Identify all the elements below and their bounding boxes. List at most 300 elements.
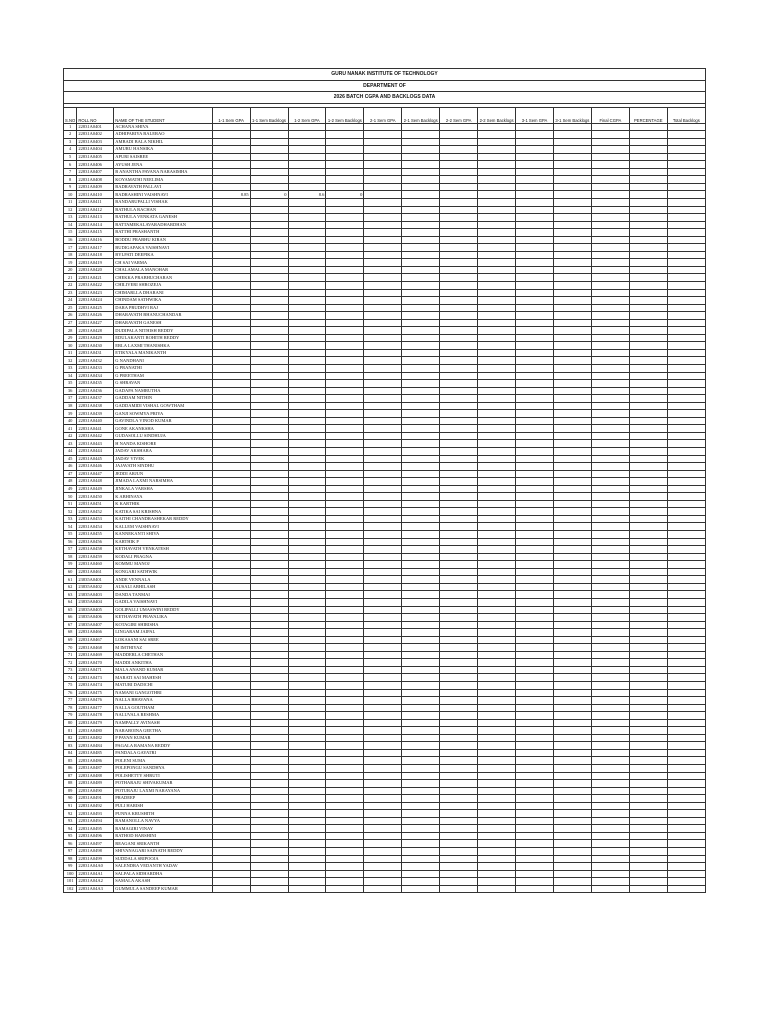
cell-backlogs-1-2 (326, 372, 364, 380)
cell-gpa-2-2 (440, 870, 478, 878)
cell-gpa-1-2 (288, 719, 326, 727)
cell-backlogs-1-2 (326, 410, 364, 418)
cell-gpa-1-1 (212, 448, 250, 456)
cell-gpa-3-1 (516, 606, 554, 614)
cell-backlogs-1-2 (326, 666, 364, 674)
cell-final-cgpa (591, 417, 629, 425)
cell-gpa-2-1 (364, 780, 402, 788)
cell-gpa-2-2 (440, 825, 478, 833)
cell-backlogs-2-1 (402, 689, 440, 697)
cell-percentage (629, 636, 667, 644)
cell-final-cgpa (591, 614, 629, 622)
cell-gpa-2-1 (364, 214, 402, 222)
cell-backlogs-1-2 (326, 568, 364, 576)
table-row (64, 636, 706, 644)
cell-backlogs-2-1 (402, 478, 440, 486)
cell-gpa-2-1 (364, 380, 402, 388)
cell-final-cgpa (591, 259, 629, 267)
cell-student-name: BADRAVATH PALLAVI (114, 183, 212, 191)
cell-gpa-2-2 (440, 644, 478, 652)
cell-backlogs-3-1 (553, 425, 591, 433)
cell-total-backlogs (667, 666, 705, 674)
cell-gpa-2-2 (440, 448, 478, 456)
cell-student-name: NALLA GOUTHAM (114, 704, 212, 712)
cell-gpa-2-1 (364, 478, 402, 486)
cell-gpa-2-2 (440, 546, 478, 554)
cell-backlogs-1-1 (250, 681, 288, 689)
cell-backlogs-2-2 (478, 614, 516, 622)
cell-sno: 71 (64, 651, 77, 659)
cell-gpa-1-2 (288, 878, 326, 886)
table-row (64, 546, 706, 554)
cell-backlogs-2-1 (402, 531, 440, 539)
cell-sno: 54 (64, 523, 77, 531)
cell-backlogs-1-2 (326, 206, 364, 214)
table-row (64, 395, 706, 403)
cell-gpa-2-1 (364, 319, 402, 327)
cell-backlogs-1-2 (326, 395, 364, 403)
cell-percentage (629, 463, 667, 471)
cell-backlogs-1-2 (326, 636, 364, 644)
cell-backlogs-2-2 (478, 591, 516, 599)
cell-backlogs-3-1 (553, 123, 591, 131)
table-row (64, 334, 706, 342)
cell-gpa-3-1 (516, 863, 554, 871)
cell-gpa-2-2 (440, 297, 478, 305)
table-row (64, 493, 706, 501)
cell-backlogs-3-1 (553, 840, 591, 848)
cell-sno: 24 (64, 297, 77, 305)
cell-gpa-1-2 (288, 538, 326, 546)
cell-gpa-2-1 (364, 500, 402, 508)
cell-total-backlogs (667, 606, 705, 614)
cell-percentage (629, 500, 667, 508)
cell-gpa-2-2 (440, 440, 478, 448)
cell-backlogs-1-2 (326, 402, 364, 410)
cell-gpa-3-1 (516, 561, 554, 569)
cell-backlogs-1-1 (250, 583, 288, 591)
cell-gpa-2-1 (364, 795, 402, 803)
cell-gpa-3-1 (516, 123, 554, 131)
cell-gpa-1-2 (288, 712, 326, 720)
cell-gpa-3-1 (516, 621, 554, 629)
cell-gpa-2-2 (440, 885, 478, 893)
table-row (64, 440, 706, 448)
cell-gpa-2-2 (440, 131, 478, 139)
table-row (64, 425, 706, 433)
cell-percentage (629, 832, 667, 840)
cell-gpa-1-2 (288, 515, 326, 523)
cell-gpa-1-1 (212, 440, 250, 448)
cell-backlogs-1-1 (250, 161, 288, 169)
cell-gpa-3-1 (516, 432, 554, 440)
table-row (64, 463, 706, 471)
cell-gpa-2-1 (364, 297, 402, 305)
cell-roll-no: 22831A0474 (77, 681, 114, 689)
cell-backlogs-2-2 (478, 659, 516, 667)
cell-gpa-3-1 (516, 304, 554, 312)
cell-gpa-2-2 (440, 840, 478, 848)
cell-backlogs-1-1 (250, 327, 288, 335)
cell-backlogs-3-1 (553, 848, 591, 856)
table-row (64, 576, 706, 584)
cell-sno: 37 (64, 395, 77, 403)
cell-final-cgpa (591, 561, 629, 569)
cell-gpa-1-1 (212, 681, 250, 689)
cell-total-backlogs (667, 425, 705, 433)
cell-gpa-1-2 (288, 795, 326, 803)
cell-backlogs-2-1 (402, 327, 440, 335)
cell-backlogs-1-2 (326, 727, 364, 735)
cell-backlogs-1-1 (250, 289, 288, 297)
cell-gpa-2-2 (440, 236, 478, 244)
cell-gpa-1-2 (288, 614, 326, 622)
cell-gpa-1-1 (212, 425, 250, 433)
cell-gpa-1-1 (212, 131, 250, 139)
cell-backlogs-2-1 (402, 538, 440, 546)
cell-total-backlogs (667, 395, 705, 403)
cell-total-backlogs (667, 825, 705, 833)
table-row (64, 153, 706, 161)
cell-gpa-1-1 (212, 244, 250, 252)
cell-percentage (629, 614, 667, 622)
cell-gpa-1-2 (288, 734, 326, 742)
cell-total-backlogs (667, 576, 705, 584)
cell-percentage (629, 598, 667, 606)
cell-gpa-1-1 (212, 236, 250, 244)
cell-gpa-3-1 (516, 478, 554, 486)
cell-gpa-3-1 (516, 531, 554, 539)
cell-total-backlogs (667, 417, 705, 425)
cell-gpa-1-2 (288, 123, 326, 131)
cell-gpa-2-2 (440, 697, 478, 705)
cell-backlogs-3-1 (553, 251, 591, 259)
cell-percentage (629, 817, 667, 825)
cell-backlogs-2-2 (478, 674, 516, 682)
cell-final-cgpa (591, 221, 629, 229)
cell-gpa-1-1 (212, 568, 250, 576)
cell-percentage (629, 840, 667, 848)
cell-gpa-1-2 (288, 651, 326, 659)
cell-backlogs-1-1 (250, 236, 288, 244)
cell-backlogs-3-1 (553, 810, 591, 818)
cell-gpa-2-1 (364, 372, 402, 380)
table-row (64, 598, 706, 606)
cell-backlogs-2-2 (478, 825, 516, 833)
cell-percentage (629, 885, 667, 893)
cell-percentage (629, 719, 667, 727)
cell-final-cgpa (591, 342, 629, 350)
cell-student-name: SUDDALA SRIPOOJA (114, 855, 212, 863)
cell-percentage (629, 825, 667, 833)
cell-backlogs-1-2 (326, 885, 364, 893)
cell-backlogs-1-1 (250, 795, 288, 803)
cell-backlogs-1-1 (250, 878, 288, 886)
cell-total-backlogs (667, 448, 705, 456)
cell-gpa-2-1 (364, 817, 402, 825)
cell-gpa-3-1 (516, 327, 554, 335)
cell-gpa-2-1 (364, 787, 402, 795)
cell-total-backlogs (667, 568, 705, 576)
cell-backlogs-2-2 (478, 727, 516, 735)
cell-gpa-1-1 (212, 621, 250, 629)
cell-gpa-2-2 (440, 848, 478, 856)
cell-roll-no: 22831A0475 (77, 689, 114, 697)
cell-gpa-2-1 (364, 168, 402, 176)
table-row (64, 553, 706, 561)
cell-percentage (629, 583, 667, 591)
cell-roll-no: 22831A0406 (77, 161, 114, 169)
cell-student-name: M IMTHIYAZ (114, 644, 212, 652)
cell-gpa-1-2 (288, 727, 326, 735)
table-row (64, 825, 706, 833)
cell-percentage (629, 538, 667, 546)
cell-student-name: BATTHI PRASHANTH (114, 229, 212, 237)
cell-percentage (629, 681, 667, 689)
cell-gpa-2-1 (364, 161, 402, 169)
cell-percentage (629, 493, 667, 501)
table-row (64, 621, 706, 629)
cell-backlogs-1-1 (250, 742, 288, 750)
cell-backlogs-1-2 (326, 365, 364, 373)
cell-backlogs-3-1 (553, 742, 591, 750)
table-row (64, 342, 706, 350)
cell-gpa-2-1 (364, 644, 402, 652)
cell-roll-no: 22831A0441 (77, 425, 114, 433)
cell-backlogs-1-2 (326, 493, 364, 501)
cell-percentage (629, 644, 667, 652)
cell-backlogs-1-2 (326, 802, 364, 810)
cell-backlogs-1-2 (326, 221, 364, 229)
table-row (64, 734, 706, 742)
cell-gpa-1-2 (288, 297, 326, 305)
cell-backlogs-1-1 (250, 425, 288, 433)
cell-backlogs-1-1 (250, 214, 288, 222)
cell-student-name: CH SAI VARMA (114, 259, 212, 267)
cell-gpa-1-1 (212, 297, 250, 305)
cell-gpa-2-2 (440, 674, 478, 682)
cell-backlogs-2-2 (478, 251, 516, 259)
cell-backlogs-3-1 (553, 402, 591, 410)
table-row (64, 500, 706, 508)
cell-backlogs-2-2 (478, 885, 516, 893)
cell-sno: 44 (64, 448, 77, 456)
table-row (64, 289, 706, 297)
cell-backlogs-1-1 (250, 334, 288, 342)
cell-backlogs-2-2 (478, 387, 516, 395)
cell-backlogs-1-1 (250, 644, 288, 652)
cell-roll-no: 22831A0478 (77, 712, 114, 720)
cell-final-cgpa (591, 598, 629, 606)
cell-backlogs-3-1 (553, 749, 591, 757)
cell-gpa-3-1 (516, 712, 554, 720)
cell-total-backlogs (667, 757, 705, 765)
cell-gpa-2-1 (364, 734, 402, 742)
cell-student-name: BANDARUPALLI VISHAK (114, 198, 212, 206)
cell-final-cgpa (591, 591, 629, 599)
cell-gpa-1-2 (288, 742, 326, 750)
cell-gpa-1-2 (288, 772, 326, 780)
cell-sno: 74 (64, 674, 77, 682)
cell-gpa-3-1 (516, 448, 554, 456)
cell-final-cgpa (591, 289, 629, 297)
cell-backlogs-2-1 (402, 561, 440, 569)
cell-sno: 55 (64, 531, 77, 539)
cell-backlogs-2-1 (402, 138, 440, 146)
cell-sno: 6 (64, 161, 77, 169)
cell-roll-no: 22831A0491 (77, 795, 114, 803)
cell-backlogs-2-1 (402, 780, 440, 788)
cell-backlogs-3-1 (553, 576, 591, 584)
cell-sno: 26 (64, 312, 77, 320)
cell-final-cgpa (591, 629, 629, 637)
cell-roll-no: 22831A0494 (77, 817, 114, 825)
cell-backlogs-1-2 (326, 251, 364, 259)
cell-gpa-3-1 (516, 591, 554, 599)
cell-total-backlogs (667, 161, 705, 169)
cell-sno: 35 (64, 380, 77, 388)
cell-roll-no: 23835A0403 (77, 591, 114, 599)
cell-gpa-3-1 (516, 568, 554, 576)
cell-gpa-2-1 (364, 674, 402, 682)
cell-gpa-2-1 (364, 689, 402, 697)
cell-backlogs-3-1 (553, 515, 591, 523)
cell-gpa-1-1 (212, 372, 250, 380)
cell-gpa-2-1 (364, 417, 402, 425)
cell-backlogs-3-1 (553, 493, 591, 501)
cell-backlogs-2-2 (478, 206, 516, 214)
cell-backlogs-3-1 (553, 787, 591, 795)
table-row (64, 349, 706, 357)
cell-gpa-1-2 (288, 817, 326, 825)
cell-gpa-1-1 (212, 848, 250, 856)
cell-gpa-1-1 (212, 644, 250, 652)
cell-final-cgpa (591, 312, 629, 320)
cell-final-cgpa (591, 825, 629, 833)
cell-backlogs-1-1 (250, 810, 288, 818)
cell-backlogs-2-1 (402, 712, 440, 720)
cell-gpa-1-2 (288, 644, 326, 652)
cell-backlogs-3-1 (553, 795, 591, 803)
cell-student-name: G SHRAVAN (114, 380, 212, 388)
cell-sno: 68 (64, 629, 77, 637)
cell-gpa-3-1 (516, 500, 554, 508)
table-row (64, 561, 706, 569)
cell-percentage (629, 666, 667, 674)
cell-gpa-1-2 (288, 674, 326, 682)
cell-total-backlogs (667, 440, 705, 448)
cell-student-name: CHEKKA PRABHUCHARAN (114, 274, 212, 282)
cell-backlogs-2-2 (478, 666, 516, 674)
cell-backlogs-2-1 (402, 312, 440, 320)
table-row (64, 787, 706, 795)
cell-gpa-1-1 (212, 553, 250, 561)
cell-backlogs-3-1 (553, 712, 591, 720)
cell-backlogs-2-1 (402, 795, 440, 803)
cell-backlogs-2-2 (478, 432, 516, 440)
cell-gpa-2-2 (440, 832, 478, 840)
cell-backlogs-3-1 (553, 636, 591, 644)
cell-percentage (629, 757, 667, 765)
cell-roll-no: 22831A0449 (77, 485, 114, 493)
cell-gpa-2-1 (364, 131, 402, 139)
cell-backlogs-3-1 (553, 546, 591, 554)
cell-gpa-2-1 (364, 146, 402, 154)
cell-gpa-1-1 (212, 598, 250, 606)
cell-sno: 19 (64, 259, 77, 267)
cell-backlogs-2-1 (402, 206, 440, 214)
cell-backlogs-3-1 (553, 387, 591, 395)
cell-roll-no: 22831A0431 (77, 349, 114, 357)
cell-gpa-2-2 (440, 221, 478, 229)
table-row (64, 832, 706, 840)
cell-percentage (629, 568, 667, 576)
cell-gpa-2-2 (440, 206, 478, 214)
cell-gpa-1-1 (212, 878, 250, 886)
cell-backlogs-1-1 (250, 704, 288, 712)
cell-sno: 91 (64, 802, 77, 810)
cell-sno: 23 (64, 289, 77, 297)
cell-backlogs-3-1 (553, 312, 591, 320)
cell-gpa-1-2 (288, 289, 326, 297)
cell-gpa-1-1 (212, 508, 250, 516)
cell-backlogs-3-1 (553, 168, 591, 176)
cell-gpa-1-1 (212, 342, 250, 350)
cell-backlogs-2-2 (478, 153, 516, 161)
cell-percentage (629, 727, 667, 735)
cell-gpa-1-2 (288, 591, 326, 599)
table-row (64, 365, 706, 373)
cell-gpa-1-2 (288, 304, 326, 312)
cell-backlogs-3-1 (553, 183, 591, 191)
cell-gpa-1-2 (288, 365, 326, 373)
cell-backlogs-2-2 (478, 274, 516, 282)
cell-total-backlogs (667, 327, 705, 335)
cell-backlogs-1-1 (250, 183, 288, 191)
cell-backlogs-2-1 (402, 123, 440, 131)
cell-gpa-1-1 (212, 704, 250, 712)
table-row (64, 666, 706, 674)
cell-backlogs-2-1 (402, 244, 440, 252)
cell-gpa-2-2 (440, 764, 478, 772)
cell-roll-no: 22831A0434 (77, 372, 114, 380)
cell-total-backlogs (667, 214, 705, 222)
cell-backlogs-1-2 (326, 214, 364, 222)
cell-backlogs-1-1 (250, 689, 288, 697)
cell-gpa-1-1 (212, 832, 250, 840)
cell-gpa-2-1 (364, 365, 402, 373)
cell-student-name: LOKASANI SAI SREE (114, 636, 212, 644)
cell-gpa-1-1 (212, 659, 250, 667)
cell-gpa-2-1 (364, 863, 402, 871)
cell-sno: 96 (64, 840, 77, 848)
cell-backlogs-3-1 (553, 817, 591, 825)
cell-backlogs-1-1 (250, 802, 288, 810)
cell-backlogs-2-1 (402, 553, 440, 561)
table-row (64, 689, 706, 697)
cell-backlogs-2-2 (478, 229, 516, 237)
cell-backlogs-1-2 (326, 863, 364, 871)
cell-percentage (629, 274, 667, 282)
cell-final-cgpa (591, 236, 629, 244)
cell-backlogs-3-1 (553, 531, 591, 539)
cell-sno: 58 (64, 553, 77, 561)
cell-gpa-3-1 (516, 334, 554, 342)
cell-backlogs-1-1 (250, 304, 288, 312)
cell-gpa-1-1 (212, 417, 250, 425)
cell-gpa-1-1 (212, 795, 250, 803)
cell-sno: 102 (64, 885, 77, 893)
